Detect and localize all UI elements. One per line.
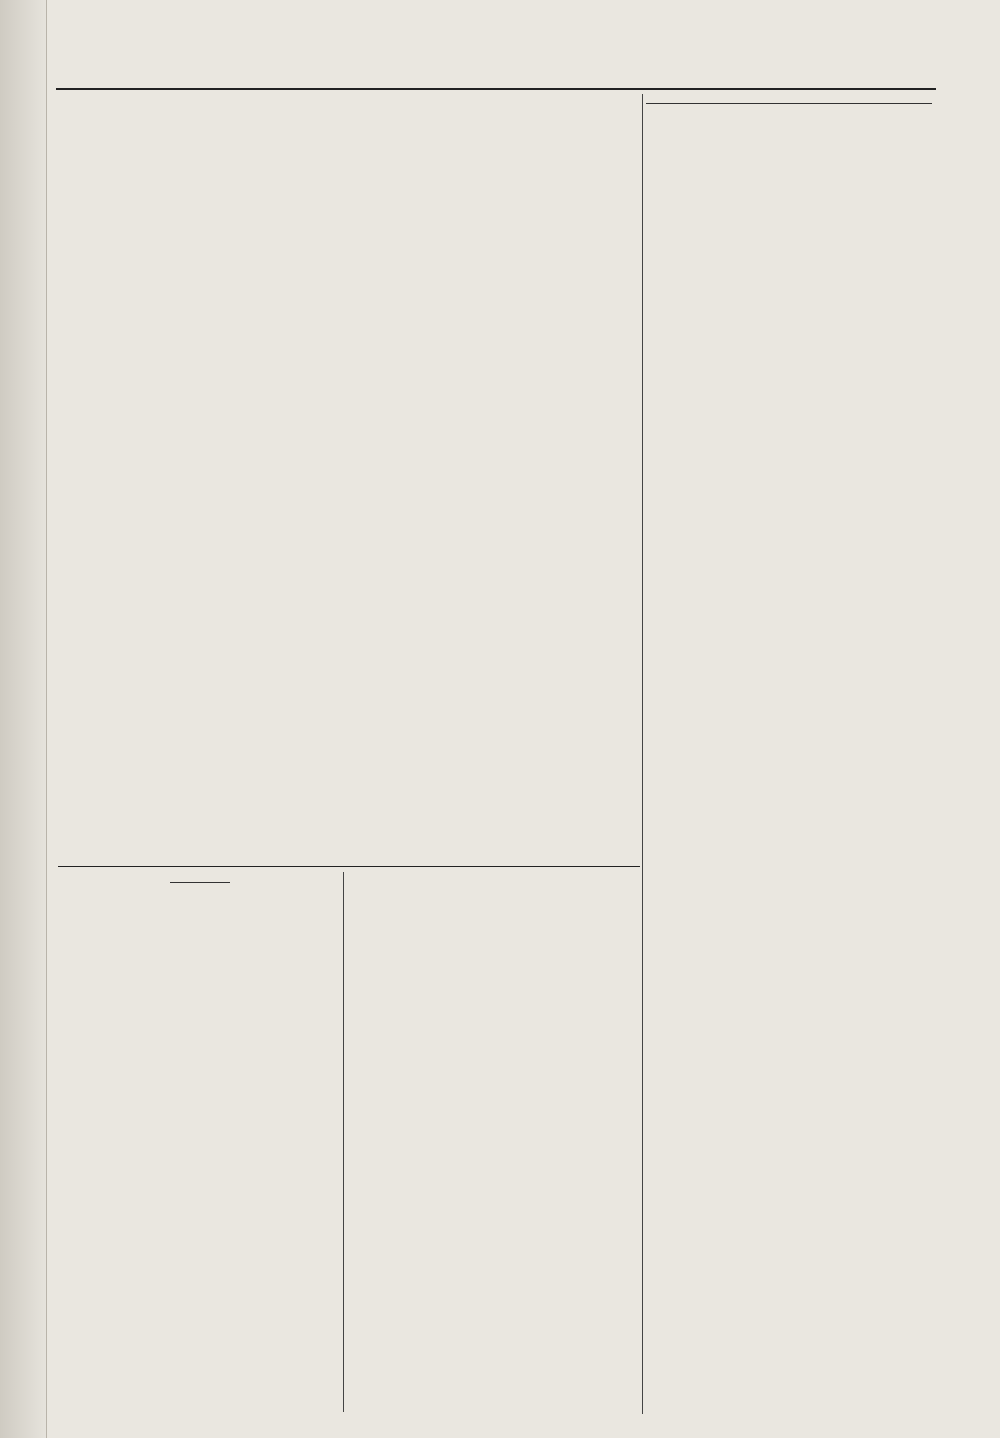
article-bottom-rule [58, 866, 640, 867]
kriegsanleihe-article [57, 145, 641, 150]
left-page-gutter [0, 0, 47, 1438]
column-divider [642, 94, 643, 1414]
section-rule [646, 103, 932, 104]
header-rule [56, 88, 936, 90]
masthead [56, 54, 936, 84]
wild-continued [346, 880, 636, 881]
right-column [646, 100, 932, 107]
amtlicher-teil [58, 876, 342, 888]
lower-column-divider [343, 872, 344, 1412]
subtitle-rule [170, 882, 230, 883]
